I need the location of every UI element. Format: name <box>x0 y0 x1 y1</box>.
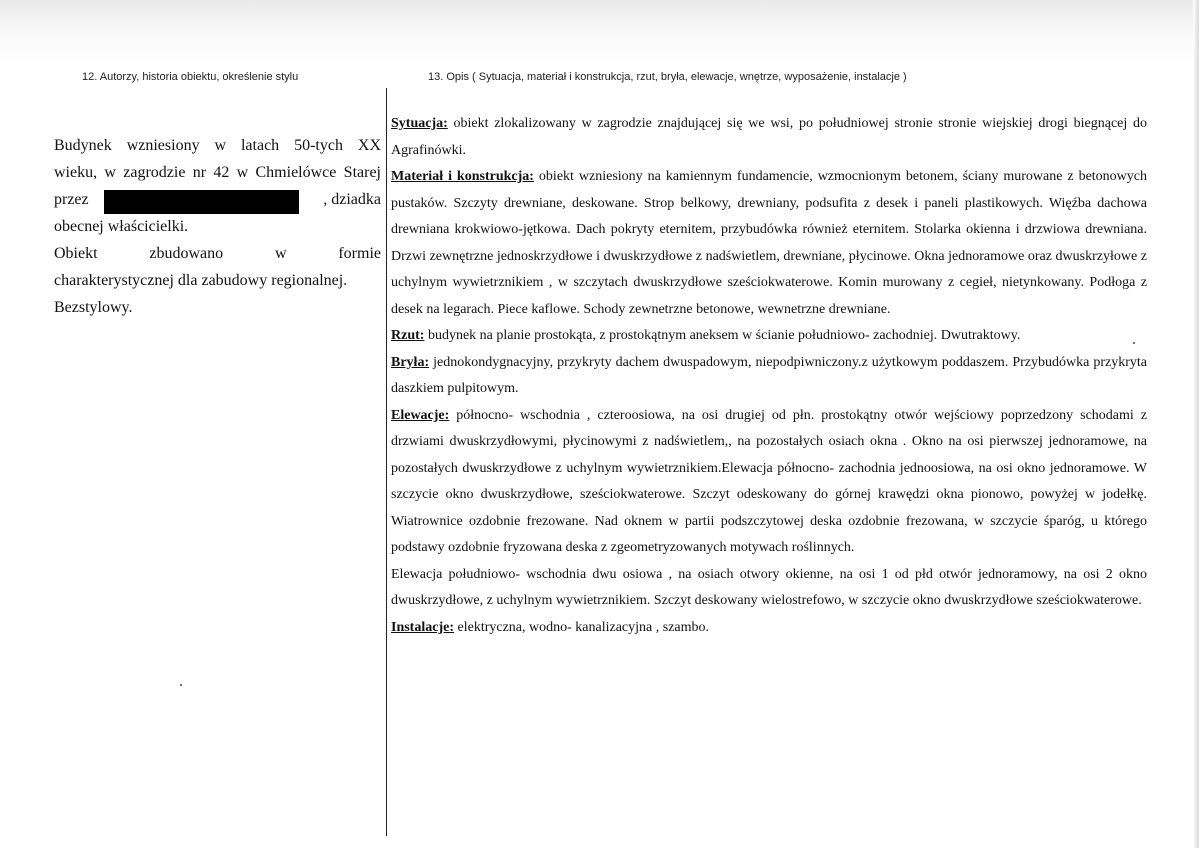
rzut-label: Rzut: <box>391 328 425 343</box>
elewacje-label: Elewacje: <box>391 407 450 423</box>
history-line-3-end: , dziadka <box>323 191 381 208</box>
rzut-text: budynek na planie prostokąta, z prostokątnym aneksem w ścianie południowo- zachodniej. Dwutraktowy. <box>424 328 1021 343</box>
history-line-7: Bezstylowy. <box>54 299 133 316</box>
elewacja-sw-paragraph: Elewacja południowo- wschodnia dwu osiowa , na osiach otwory okienne, na osi 1 od płd otwór jednoramowy, na osi 2 okno dwuskrzydłowe, z uchylnym wywietrznikiem. Szczyt deskowany wielostrefowo, w szczycie okno dwuskrzydłowe sześciokwaterowe. <box>391 566 1147 608</box>
rzut-paragraph <box>391 323 1147 350</box>
section-12-header: 12. Autorzy, historia obiektu, określenie stylu <box>82 71 299 83</box>
column-divider <box>386 88 387 836</box>
redaction-bar <box>104 190 299 214</box>
scan-right-edge <box>1193 0 1199 848</box>
elewacje-paragraph <box>391 403 1147 562</box>
instalacje-text: elektryczna, wodno- kanalizacyjna , szambo. <box>454 619 710 635</box>
description-column <box>391 111 1147 641</box>
scan-top-shading <box>0 0 1199 62</box>
bryla-paragraph <box>391 350 1147 403</box>
material-paragraph <box>391 164 1147 323</box>
material-label: Materiał i konstrukcja: <box>391 169 534 184</box>
elewacje-text: północno- wschodnia , czteroosiowa, na osi drugiej od płn. prostokątny otwór wejściowy poprzedzony schodami z drzwiami dwuskrzydłowymi, płycinowymi z nadświetlem,, na pozostałych osiach okna . Okno na osi pierwszej jednoramowe, na pozostałych dwuskrzydłowe z uchylnym wywietrznikiem.Elewacja północno- zachodnia jednoosiowa, na osi okno jednoramowe. W szczycie okno dwuskrzydłowe, sześciokwaterowe. Szczyt odeskowany do górnej krawędzi okna pionowo, powyżej w jodełkę. Wiatrownice ozdobnie frezowane. Nad oknem w partii podszczytowej deska ozdobnie frezowana, w szczycie śparóg, u którego podstawy ozdobnie fryzowana deska z zgeometryzowanych motywach roślinnych. <box>391 407 1147 555</box>
bryla-label: Bryła: <box>391 354 430 370</box>
instalacje-paragraph <box>391 615 1147 642</box>
history-line-3-start: przez <box>54 191 89 208</box>
authors-history-column <box>54 132 381 321</box>
sytuacja-text: obiekt zlokalizowany w zagrodzie znajdującej się we wsi, po południowej stronie stronie wiejskiej drogi biegnącej do Agrafinówki. <box>391 116 1147 158</box>
history-line-1: Budynek wzniesiony w latach 50-tych XX <box>54 137 381 154</box>
scan-speck <box>1133 342 1135 344</box>
history-line-6: charakterystycznej dla zabudowy regionalnej. <box>54 272 348 289</box>
instalacje-label: Instalacje: <box>391 619 454 635</box>
material-text: obiekt wzniesiony na kamiennym fundamencie, wzmocnionym betonem, ściany murowane z betonowych pustaków. Szczyty drewniane, deskowane. Strop belkowy, drewniany, podsufita z desek i paneli plastikowych. Więźba dachowa drewniana krokwiowo-jętkowa. Dach pokryty eternitem, przybudówka również eternitem. Stolarka okienna i drzwiowa drewniana. Drzwi zewnętrzne jednoskrzydłowe i dwuskrzydłowe z nadświetlem, drewniane, płycinowe. Okna jednoramowe oraz dwuskrzyłowe z uchylnym wywietrznikiem , w szczytach dwuskrzydłowe sześciokwaterowe. Komin murowany z cegieł, nietynkowany. Podłoga z desek na legarach. Piece kaflowe. Schody zewnetrzne betonowe, wewnetrzne drewniane. <box>391 169 1148 317</box>
bryla-text: jednokondygnacyjny, przykryty dachem dwuspadowym, niepodpiwniczony.z użytkowym poddaszem. Przybudówka przykryta daszkiem pulpitowym. <box>391 354 1147 396</box>
history-line-2: wieku, w zagrodzie nr 42 w Chmielówce Starej <box>54 164 381 181</box>
sytuacja-label: Sytuacja: <box>391 116 448 131</box>
section-13-header: 13. Opis ( Sytuacja, materiał i konstrukcja, rzut, bryła, elewacje, wnętrze, wyposażenie, instalacje ) <box>428 71 907 83</box>
sytuacja-paragraph <box>391 111 1147 164</box>
scan-speck <box>180 684 182 686</box>
history-line-5: Obiekt zbudowano w formie <box>54 245 381 262</box>
history-line-4: obecnej właścicielki. <box>54 218 189 235</box>
